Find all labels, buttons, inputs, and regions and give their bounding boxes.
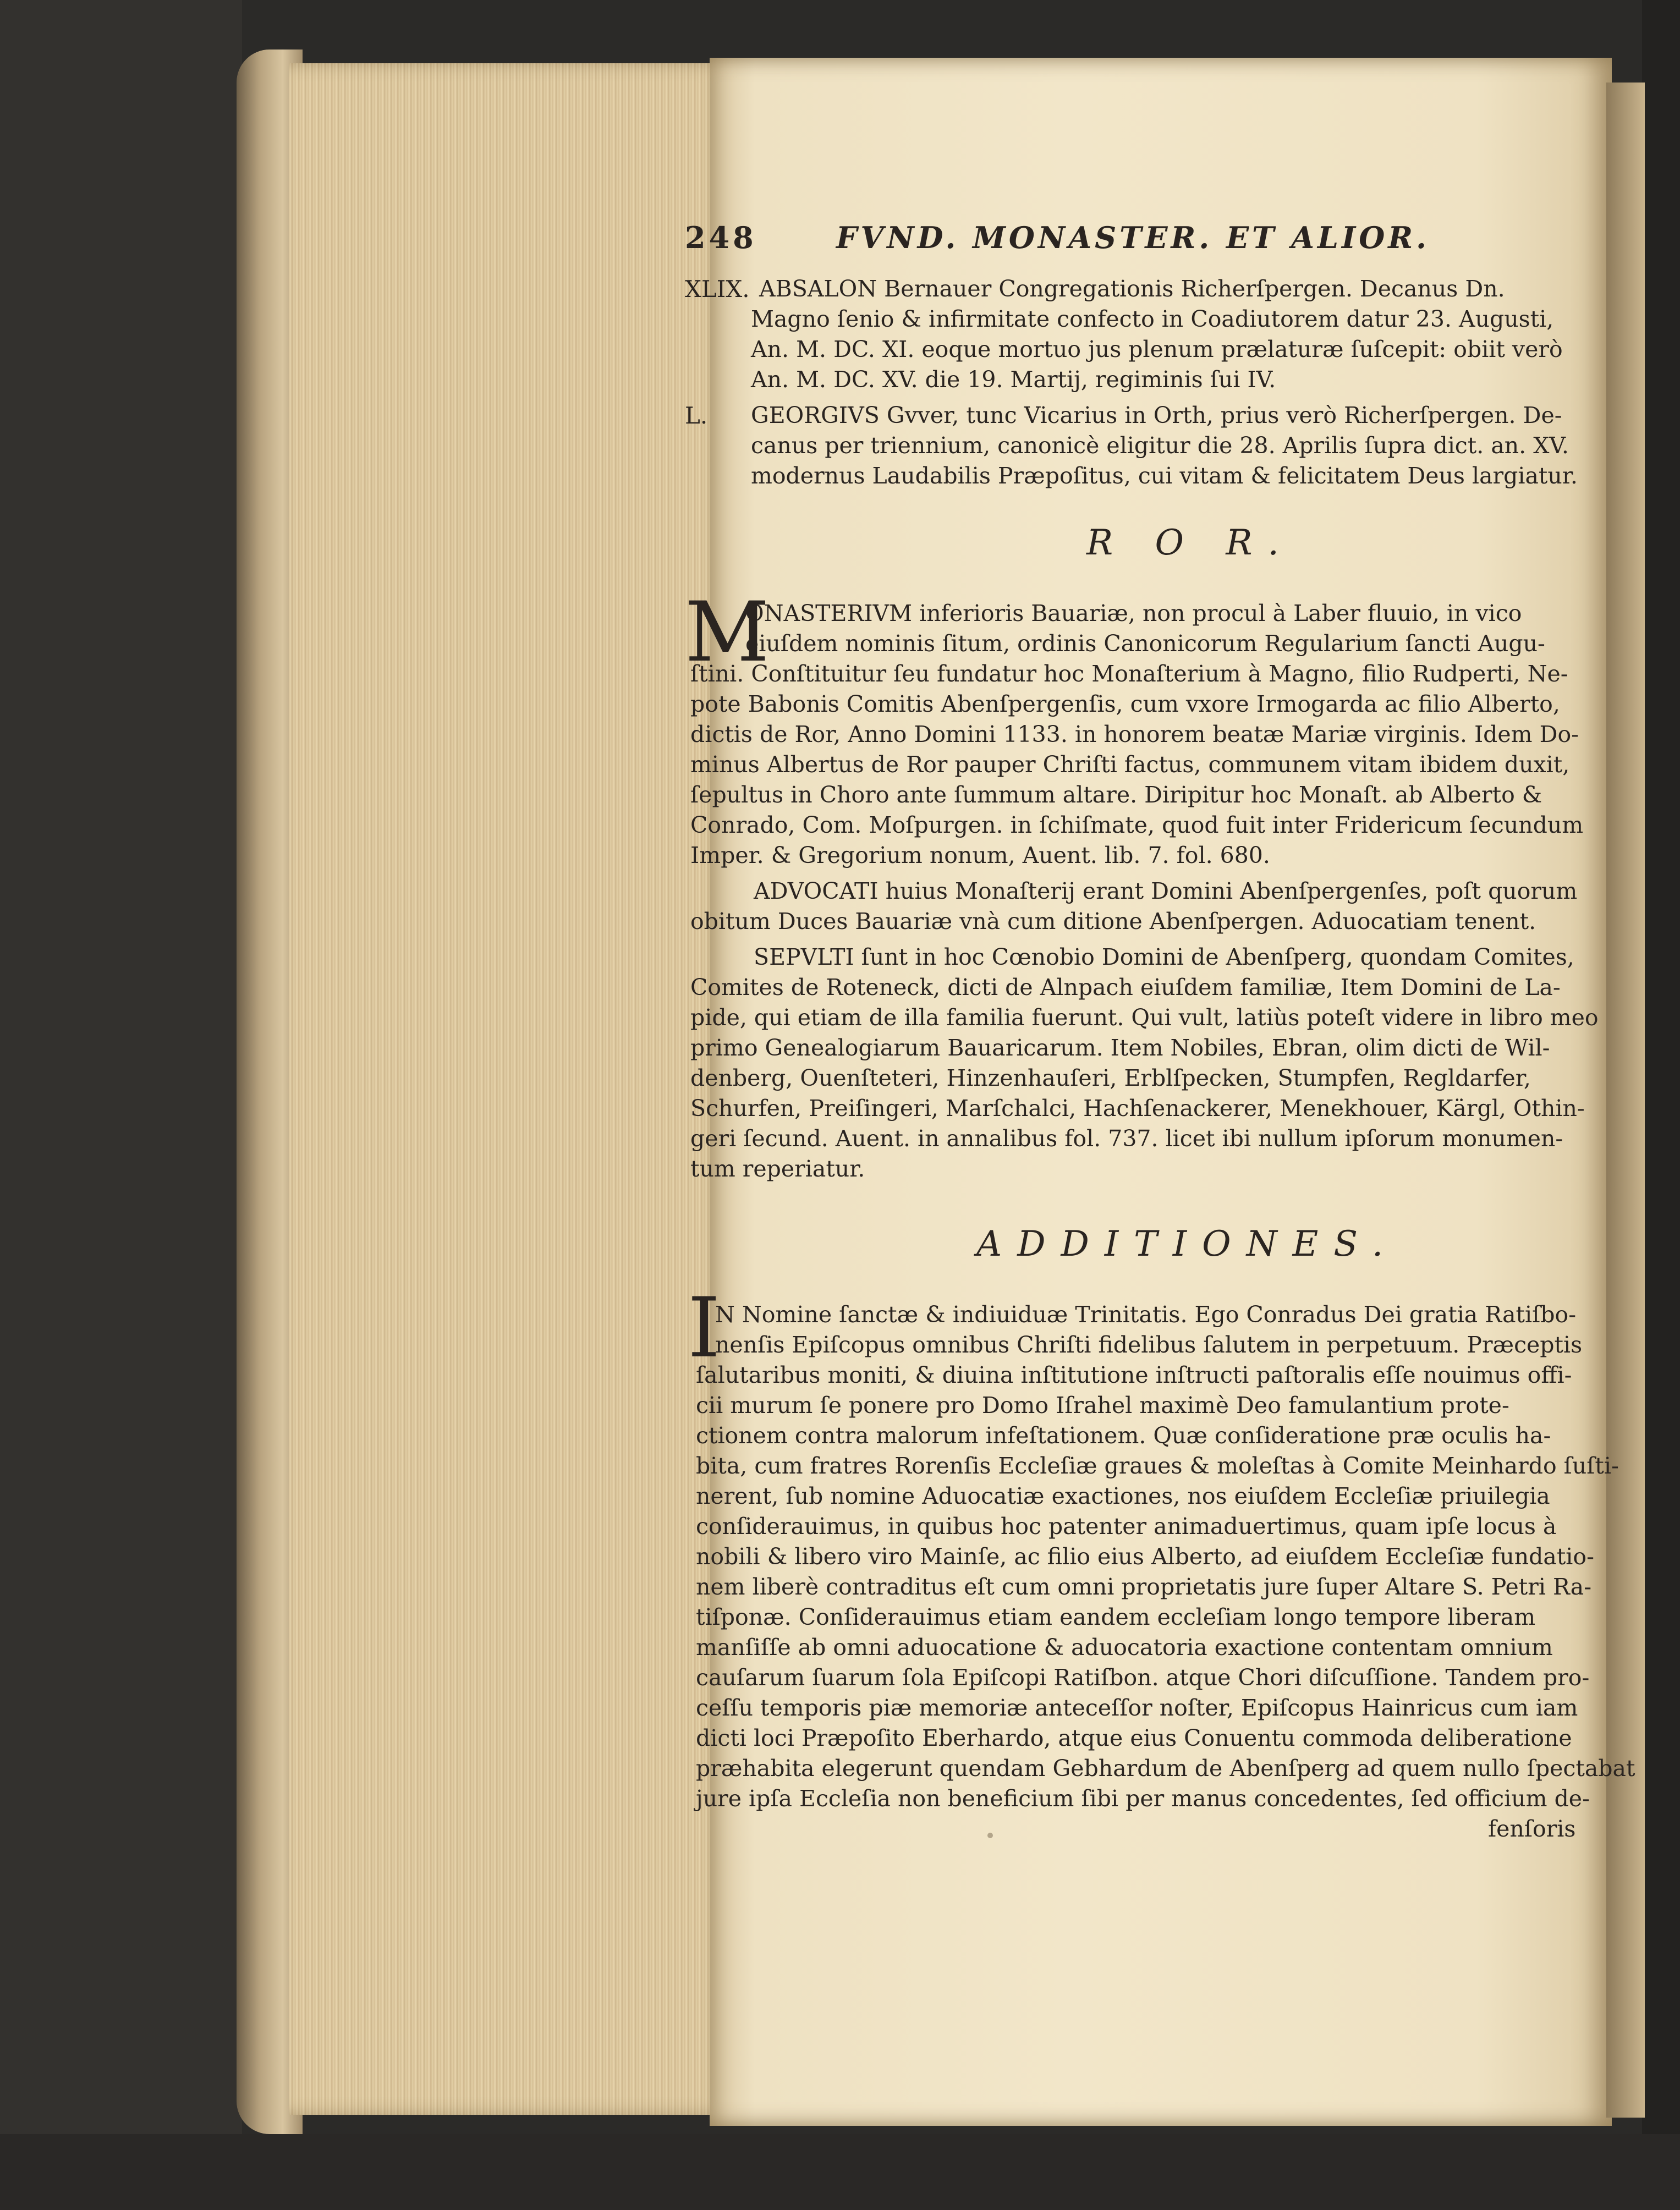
additiones-line: N Nomine ſanctæ & indiuiduæ Trinitatis. Ego Conradus Dei gratia Ratiſbo-	[715, 1301, 1577, 1328]
dropcap-i: I	[688, 1280, 721, 1376]
entry-l-line: canus per triennium, canonicè eligitur die 28. Aprilis ſupra dict. an. XV.	[751, 432, 1569, 459]
section-title-additiones: ADDITIONES.	[976, 1224, 1399, 1265]
additiones-line: bita, cum fratres Rorenſis Eccleſiæ graues & moleſtas à Comite Meinhardo ſuſti-	[696, 1453, 1619, 1479]
additiones-line: nobili & libero viro Mainſe, ac filio eius Alberto, ad eiuſdem Eccleſiæ fundatio-	[696, 1543, 1594, 1570]
entry-l-line: modernus Laudabilis Præpoſitus, cui vitam & felicitatem Deus largiatur.	[751, 463, 1578, 489]
dropcap-m: M	[685, 585, 770, 680]
section-title-ror: R O R.	[1086, 523, 1294, 563]
ror-paragraph1-line: dictis de Ror, Anno Domini 1133. in honorem beatæ Mariæ virginis. Idem Do-	[690, 721, 1579, 747]
additiones-line: nerent, ſub nomine Aduocatiæ exactiones, nos eiuſdem Eccleſiæ priuilegia	[696, 1483, 1550, 1509]
ror-paragraph3-line: geri ſecund. Auent. in annalibus fol. 737. licet ibi nullum ipſorum monumen-	[690, 1125, 1563, 1152]
ror-paragraph3-line: pide, qui etiam de illa familia fuerunt. Qui vult, latiùs poteſt videre in libro meo	[690, 1004, 1599, 1031]
additiones-line: ctionem contra malorum infeſtationem. Quæ conſideratione præ oculis ha-	[696, 1422, 1551, 1449]
catchword: fenſoris	[1488, 1816, 1576, 1842]
running-title: FVND. MONASTER. ET ALIOR.	[836, 220, 1430, 255]
page-speck	[987, 1833, 993, 1838]
entry-xlix-numeral: XLIX.	[685, 276, 750, 303]
ror-paragraph3-line: SEPVLTI ſunt in hoc Cœnobio Domini de Abenſperg, quondam Comites,	[754, 944, 1574, 970]
ror-paragraph1-line: ONASTERIVM inferioris Bauariæ, non procul à Laber fluuio, in vico	[745, 600, 1522, 626]
additiones-line: nem liberè contraditus eſt cum omni proprietatis jure ſuper Altare S. Petri Ra-	[696, 1574, 1592, 1600]
ror-paragraph3-line: Comites de Roteneck, dicti de Alnpach eiuſdem familiæ, Item Domini de La-	[690, 974, 1561, 1000]
page-number: 248	[685, 220, 757, 255]
additiones-line: manſiſſe ab omni aduocatione & aduocatoria exactione contentam omnium	[696, 1634, 1553, 1661]
ror-paragraph1-line: Imper. & Gregorium nonum, Auent. lib. 7. fol. 680.	[690, 842, 1270, 868]
page-block-edges	[289, 63, 729, 2115]
background-right	[1642, 0, 1680, 2210]
entry-xlix-line: ABSALON Bernauer Congregationis Richerſpergen. Decanus Dn.	[759, 276, 1505, 302]
entry-xlix-line: An. M. DC. XI. eoque mortuo jus plenum prælaturæ ſuſcepit: obiit verò	[751, 336, 1563, 362]
additiones-line: præhabita elegerunt quendam Gebhardum de Abenſperg ad quem nullo ſpectabat	[696, 1755, 1635, 1782]
additiones-line: cauſarum ſuarum ſola Epiſcopi Ratiſbon. atque Chori diſcuſſione. Tandem pro-	[696, 1664, 1590, 1691]
background-left	[0, 0, 242, 2210]
ror-paragraph3-line: primo Genealogiarum Bauaricarum. Item Nobiles, Ebran, olim dicti de Wil-	[690, 1035, 1550, 1061]
additiones-line: nenſis Epiſcopus omnibus Chriſti fidelibus ſalutem in perpetuum. Præceptis	[715, 1332, 1583, 1358]
ror-paragraph3-line: denberg, Ouenſteteri, Hinzenhauſeri, Erblſpecken, Stumpfen, Regldarfer,	[690, 1065, 1531, 1091]
facing-page-edge	[1606, 83, 1645, 2118]
additiones-line: jure ipſa Eccleſia non beneficium ſibi per manus concedentes, ſed officium de-	[696, 1785, 1590, 1812]
ror-paragraph2-line: obitum Duces Bauariæ vnà cum ditione Abenſpergen. Aduocatiam tenent.	[690, 908, 1536, 934]
entry-l-line: GEORGIVS Gvver, tunc Vicarius in Orth, prius verò Richerſpergen. De-	[751, 402, 1562, 428]
ror-paragraph1-line: eiuſdem nominis ſitum, ordinis Canonicorum Regularium ſancti Augu-	[745, 630, 1545, 657]
additiones-line: cii murum ſe ponere pro Domo Iſrahel maximè Deo famulantium prote-	[696, 1392, 1509, 1419]
additiones-line: tiſponæ. Conſiderauimus etiam eandem eccleſiam longo tempore liberam	[696, 1604, 1536, 1630]
ror-paragraph1-line: ſepultus in Choro ante ſummum altare. Diripitur hoc Monaſt. ab Alberto &	[690, 782, 1542, 808]
additiones-line: ceſſu temporis piæ memoriæ anteceſſor noſter, Epiſcopus Hainricus cum iam	[696, 1695, 1578, 1721]
ror-paragraph1-line: pote Babonis Comitis Abenſpergenſis, cum vxore Irmogarda ac filio Alberto,	[690, 691, 1560, 717]
entry-l-numeral: L.	[685, 402, 708, 429]
ror-paragraph3-line: tum reperiatur.	[690, 1156, 865, 1182]
background-bottom	[0, 2134, 1680, 2210]
ror-paragraph1-line: Conrado, Com. Moſpurgen. in ſchiſmate, quod fuit inter Fridericum ſecundum	[690, 812, 1584, 838]
ror-paragraph2-line: ADVOCATI huius Monaſterij erant Domini Abenſpergenſes, poſt quorum	[754, 878, 1578, 904]
entry-xlix-line: An. M. DC. XV. die 19. Martij, regiminis ſui IV.	[751, 366, 1276, 393]
ror-paragraph1-line: minus Albertus de Ror pauper Chriſti factus, communem vitam ibidem duxit,	[690, 751, 1570, 778]
ror-paragraph3-line: Schurfen, Preiſingeri, Marſchalci, Hachſenackerer, Menekhouer, Kärgl, Othin-	[690, 1095, 1585, 1122]
additiones-line: ſalutaribus moniti, & diuina inſtitutione inſtructi paſtoralis eſſe nouimus offi-	[696, 1362, 1572, 1388]
ror-paragraph1-line: ſtini. Conſtituitur ſeu fundatur hoc Monaſterium à Magno, filio Rudperti, Ne-	[690, 661, 1568, 687]
additiones-line: dicti loci Præpoſito Eberhardo, atque eius Conuentu commoda deliberatione	[696, 1725, 1572, 1751]
additiones-line: conſiderauimus, in quibus hoc patenter animaduertimus, quam ipſe locus à	[696, 1513, 1557, 1540]
entry-xlix-line: Magno ſenio & infirmitate confecto in Coadiutorem datur 23. Augusti,	[751, 306, 1554, 332]
